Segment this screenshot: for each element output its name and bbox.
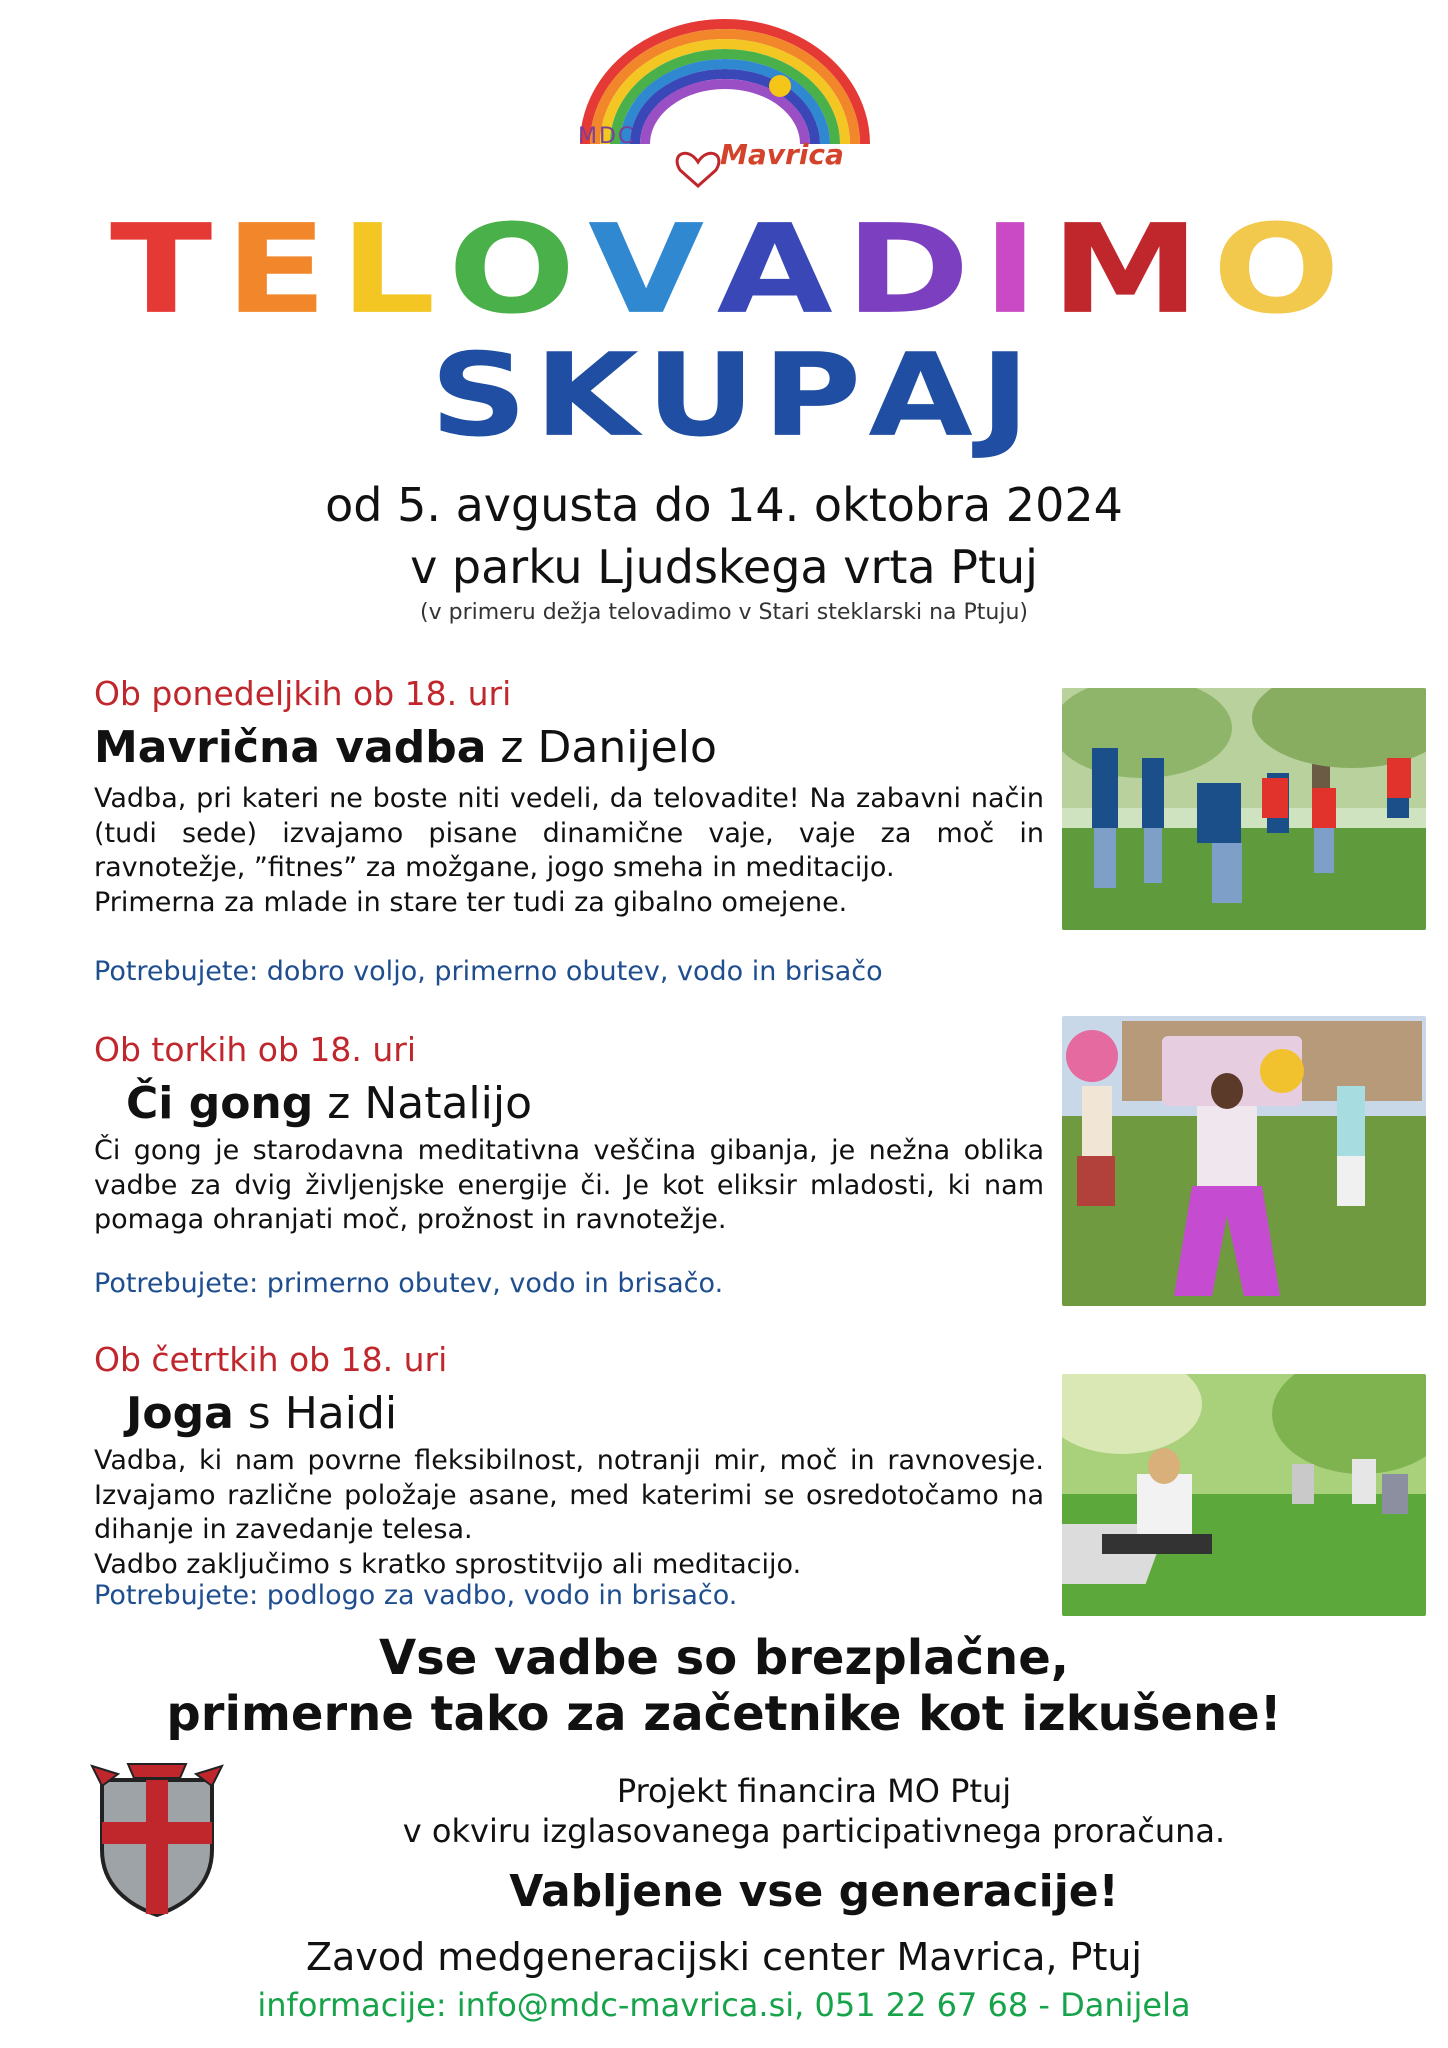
funding-line-1: Projekt financira MO Ptuj [616,1772,1012,1810]
session-3-desc-p2: Vadbo zaključimo s kratko sprostitvijo ali meditacijo. [94,1548,802,1580]
title-letter: V [588,198,705,342]
session-2-instructor: z Natalijo [327,1078,533,1129]
subtitle [430,328,1030,463]
logo-mdc-text: MDC [578,124,636,149]
session-3-when: Ob četrtkih ob 18. uri [94,1340,448,1379]
free-line-1: Vse vadbe so brezplačne, [378,1630,1070,1686]
heart-icon [677,153,719,186]
contact-info: informacije: info@mdc-mavrica.si, 051 22 67 68 - Danijela [257,1986,1191,2024]
session-2-title [126,1078,532,1129]
session-2-description [94,1134,1044,1238]
session-3-photo [1062,1374,1426,1616]
title-letter: A [716,198,833,342]
session-3-activity: Joga [126,1388,234,1439]
session-2-photo [1062,1016,1426,1306]
funding-line-2: v okviru izglasovanega participativnega proračuna. [402,1812,1226,1850]
logo-mavrica-text: Mavrica [720,138,844,171]
subtitle-letter: U [645,328,756,463]
title-letter: O [1212,198,1340,342]
sun-icon [769,75,791,97]
date-range: od 5. avgusta do 14. oktobra 2024 [325,478,1123,532]
title-letter: L [339,198,436,342]
session-1-desc-p2: Primerna za mlade in stare ter tudi za gibalno omejene. [94,886,848,918]
session-2-activity: Či gong [126,1078,314,1129]
title-letter: T [110,198,213,342]
session-3-needs: Potrebujete: podlogo za vadbo, vodo in brisačo. [94,1580,738,1611]
session-1-desc-p1: Vadba, pri kateri ne boste niti vedeli, da telovadite! Na zabavni način (tudi sede) izvajamo pisane dinamične vaje, vaje za moč in ravnotežje, ”fitnes” za možgane, jogo smeha in meditacijo. [94,783,1044,883]
title-letter: O [447,198,576,342]
title-letter: M [1050,198,1200,342]
session-3-desc-p1: Vadba, ki nam povrne fleksibilnost, notranji mir, moč in ravnovesje. Izvajamo različne položaje asane, med katerimi se osredotočamo na dihanje in zavedanje telesa. [94,1445,1044,1545]
session-1-needs: Potrebujete: dobro voljo, primerno obutev, vodo in brisačo [94,956,883,987]
session-1-title [94,722,717,773]
subtitle-letter: S [430,328,528,463]
session-1-description [94,782,1044,920]
subtitle-letter: P [762,328,862,463]
session-1-instructor: z Danijelo [500,722,717,773]
title-letter: D [845,198,970,342]
subtitle-letter: J [979,328,1030,463]
subtitle-letter: A [868,328,973,463]
session-2-when: Ob torkih ob 18. uri [94,1030,417,1069]
main-title [110,198,1340,342]
session-2-desc-p1: Či gong je starodavna meditativna veščina gibanja, je nežna oblika vadbe za dvig življenjske energije či. Je kot eliksir mladosti, ki nam pomaga ohranjati moč, prožnost in ravnotežje. [94,1135,1044,1235]
location: v parku Ljudskega vrta Ptuj [410,540,1038,594]
session-3-instructor: s Haidi [247,1388,398,1439]
organization-name: Zavod medgeneracijski center Mavrica, Ptuj [306,1935,1142,1979]
rainbow-icon [570,14,880,204]
invitation: Vabljene vse generacije! [509,1866,1119,1917]
subtitle-letter: K [534,328,639,463]
session-1-activity: Mavrična vadba [94,722,487,773]
session-3-title [126,1388,397,1439]
session-1-photo [1062,688,1426,930]
session-1-when: Ob ponedeljkih ob 18. uri [94,674,512,713]
mdc-mavrica-logo [570,14,880,204]
rain-note: (v primeru dežja telovadimo v Stari steklarski na Ptuju) [420,600,1028,625]
session-2-needs: Potrebujete: primerno obutev, vodo in brisačo. [94,1268,724,1299]
free-line-2: primerne tako za začetnike kot izkušene! [166,1686,1282,1742]
title-letter: I [982,198,1039,342]
title-letter: E [224,198,328,342]
session-3-description [94,1444,1044,1582]
